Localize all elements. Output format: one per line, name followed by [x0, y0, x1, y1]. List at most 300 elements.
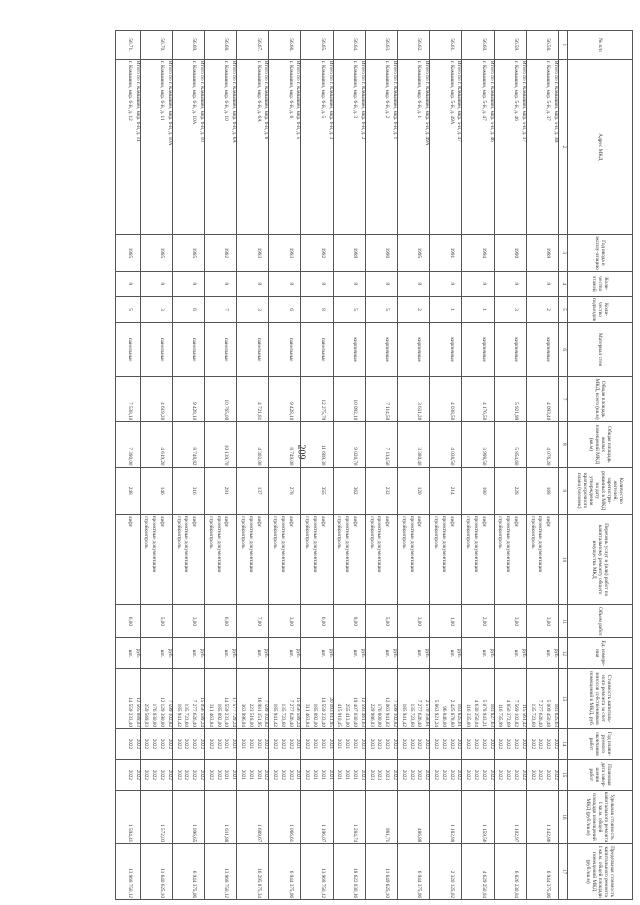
cell-planned-year — [115, 728, 140, 759]
column-number: 1 — [559, 31, 568, 60]
unit-line: руб. — [520, 648, 527, 658]
cell-unit-cost — [172, 790, 204, 844]
completion-date-line: 2022 — [392, 769, 399, 780]
row-number-line — [261, 32, 269, 58]
repair-cost-line: 115 561,42 — [520, 703, 527, 727]
cell-unit-cost — [398, 790, 430, 844]
cell-living-area — [365, 422, 397, 467]
living-area-line: 7 114,50 — [384, 447, 391, 466]
floors-line — [357, 273, 365, 295]
cell-total-area — [301, 376, 333, 421]
cell-floors — [365, 271, 397, 296]
address-line: Итого по г. Камышин, мкр. 6-й, д. 5 — [295, 60, 302, 140]
work-type-line: стройконтроль — [465, 515, 472, 549]
repair-cost-line: 12 565 889,03 — [134, 697, 141, 727]
completion-date-line: 2022 — [272, 769, 279, 780]
cell-year-built — [365, 234, 397, 271]
residents-line — [550, 469, 558, 513]
entrances-line — [196, 298, 204, 322]
work-type-line: проектные документации — [344, 515, 351, 573]
cell-repair-cost — [269, 669, 301, 729]
total-area-line — [228, 378, 236, 420]
row-number-line — [357, 32, 365, 58]
work-type-line: проектные документации — [247, 515, 254, 573]
column-header: Коли-чество этажей — [568, 271, 633, 296]
planned-year-line: 2022 — [545, 738, 552, 750]
work-type-line — [454, 516, 462, 604]
entrances-line — [518, 298, 526, 322]
planned-year-line: 2021 — [295, 738, 302, 750]
column-number: 4 — [559, 271, 568, 296]
work-type-line: лифт — [448, 515, 455, 527]
residents-line — [196, 469, 204, 513]
column-number: 5 — [559, 296, 568, 323]
limit-cost-line — [293, 845, 301, 898]
total-area-line — [261, 378, 269, 420]
year-built-line — [132, 236, 140, 270]
limit-cost-line: 13 968 750,12 — [126, 868, 133, 898]
unit-line: руб. — [231, 648, 238, 658]
repair-cost-line: 7 277 626,40 — [416, 699, 423, 727]
planned-year-line: 2022 — [134, 738, 141, 750]
cell-limit-cost — [398, 844, 430, 900]
cell-limit-cost — [115, 844, 140, 900]
cell-floors — [462, 271, 494, 296]
address-line: Итого по г. Камышин, мкр. 6-й, д. 10А — [166, 60, 173, 146]
planned-year-line: 2022 — [287, 738, 294, 750]
year-built-line: 1982 — [223, 247, 230, 259]
planned-year-line: 2022 — [465, 738, 472, 750]
address-line: Итого по г. Камышин, мкр. 5-й, д. 37 — [520, 60, 527, 142]
total-area-line: 3 611,20 — [416, 402, 423, 421]
work-volume-line — [357, 606, 365, 636]
unit-cost-line — [132, 792, 140, 843]
repair-cost-line: 2 570 358,61 — [424, 699, 431, 727]
cell-limit-cost — [172, 844, 204, 900]
floors-line — [325, 273, 333, 295]
completion-date-line: 2021 — [344, 769, 351, 780]
entrances-line — [550, 298, 558, 322]
work-type-line: стройконтроль — [175, 515, 182, 549]
total-area-line — [454, 378, 462, 420]
address-line: г. Камышин, мкр. 6-й, д. 11 — [158, 60, 165, 121]
cell-residents — [269, 467, 301, 514]
total-area-line: 9 428,10 — [191, 402, 198, 421]
cell-work-type — [365, 514, 397, 605]
limit-cost-line — [421, 845, 429, 898]
cell-limit-cost — [430, 844, 462, 900]
repair-cost-line: 15 056 589,24 — [198, 697, 205, 727]
completion-date-line: 2022 — [207, 769, 214, 780]
address-line: г. Камышин, мкр. 6-й, д. 6 — [287, 60, 294, 119]
cell-limit-cost — [140, 844, 172, 900]
cell-entrances — [301, 296, 333, 323]
year-built-line — [261, 236, 269, 270]
floors-line — [550, 273, 558, 295]
total-area-line: 4 619,20 — [158, 402, 165, 421]
unit-cost-line — [421, 792, 429, 843]
repair-cost-line: 12 129 390,00 — [158, 697, 165, 727]
total-area-line — [389, 378, 397, 420]
limit-cost-line — [196, 845, 204, 898]
cell-floors — [333, 271, 365, 296]
residents-line — [486, 469, 494, 513]
living-area-line: 4 619,20 — [158, 447, 165, 466]
repair-cost-line: 183 825,61 — [456, 703, 463, 727]
work-type-line: стройконтроль — [143, 515, 150, 549]
table-row — [333, 31, 365, 900]
living-area-line: 10 139,70 — [223, 444, 230, 466]
floors-line — [389, 273, 397, 295]
floors-line: 9 — [480, 282, 487, 286]
planned-year-line: 2023 — [384, 738, 391, 750]
entrances-line — [228, 298, 236, 322]
limit-cost-line: 2 320 125,02 — [448, 870, 455, 898]
cell-year-built — [140, 234, 172, 271]
completion-date-line: 2022 — [287, 769, 294, 780]
address-line: Итого по г. Камышин, мкр. 5-й, д. 3В — [553, 60, 559, 143]
cell-total-area — [398, 376, 430, 421]
work-volume-line: 3,00 — [287, 616, 294, 626]
cell-planned-year — [462, 728, 494, 759]
row-number-line: 56.66. — [287, 38, 294, 52]
unit-cost-line: 1 096,65 — [191, 824, 198, 843]
work-type-line: проектные документации — [215, 515, 222, 573]
work-type-line: лифт — [513, 515, 520, 527]
cell-work-type — [301, 514, 333, 605]
repair-cost-line: 14 559 233,40 — [126, 697, 133, 727]
floors-line — [132, 273, 140, 295]
cell-floors — [237, 271, 269, 296]
address-line: г. Камышин, мкр. 6-й, д. 10 — [223, 60, 230, 121]
work-type-line: лифт — [352, 515, 359, 527]
floors-line — [228, 273, 236, 295]
work-type-line: стройконтроль — [336, 515, 343, 549]
limit-cost-line: 6 944 375,06 — [416, 870, 423, 898]
unit-line: шт. — [223, 649, 230, 657]
table-row — [462, 31, 494, 900]
work-volume-line: 5,00 — [384, 616, 391, 626]
cell-total-area — [237, 376, 269, 421]
cell-row-number — [333, 31, 365, 60]
table-header-row — [568, 31, 633, 900]
limit-cost-line — [261, 845, 269, 898]
entrances-line: 7 — [223, 308, 230, 311]
work-volume-line: 3,00 — [191, 616, 198, 626]
planned-year-line: 2023 — [359, 738, 366, 750]
entrances-line — [389, 298, 397, 322]
cell-residents — [526, 467, 558, 514]
living-area-line — [550, 423, 558, 465]
cell-floors — [301, 271, 333, 296]
year-built-line: 1994 — [480, 247, 487, 259]
row-number-line — [228, 32, 236, 58]
wall-material-line: панельные — [158, 337, 165, 362]
residents-line — [228, 469, 236, 513]
entrances-line: 6 — [287, 308, 294, 311]
cell-residents — [333, 467, 365, 514]
entrances-line — [293, 298, 301, 322]
completion-date-line: 2022 — [151, 769, 158, 780]
column-number: 3 — [559, 234, 568, 271]
residents-line: 248 — [126, 486, 133, 495]
address-line: Итого по г. Камышин, мкр. 5-й, д. 46 — [488, 60, 495, 142]
cell-unit — [398, 638, 430, 669]
cell-completion-date — [526, 759, 558, 790]
completion-date-line: 2022 — [263, 769, 270, 780]
floors-line: 9 — [352, 282, 359, 286]
planned-year-line: 2022 — [488, 738, 495, 750]
cell-unit-cost — [301, 790, 333, 844]
cell-total-area — [430, 376, 462, 421]
row-number-line — [164, 32, 172, 58]
entrances-line: 6 — [191, 308, 198, 311]
year-built-line: 1982 — [319, 247, 326, 259]
address-line: г. Камышин, мкр. 6-й, д. 2 — [384, 60, 391, 119]
repair-cost-line: 7 599 102,82 — [166, 699, 173, 727]
cell-completion-date — [333, 759, 365, 790]
total-area-line — [196, 378, 204, 420]
cell-address — [301, 59, 333, 234]
wall-material-line: панельные — [126, 337, 133, 362]
completion-date-line: 2022 — [424, 769, 431, 780]
table-row — [115, 31, 140, 900]
planned-year-line: 2022 — [505, 738, 512, 750]
column-header: Удельная стоимость капитального ремонта 1 кв.м. общей площади помещений МКД (руб./кв.м) — [568, 790, 633, 844]
row-number-line: 56.59. — [513, 38, 520, 52]
work-volume-line — [421, 606, 429, 636]
year-built-line: 1990 — [384, 247, 391, 259]
planned-year-line: 2021 — [255, 738, 262, 750]
completion-date-line: 2022 — [134, 769, 141, 780]
cell-completion-date — [301, 759, 333, 790]
repair-cost-line: 183 825,63 — [553, 703, 559, 727]
row-number-line — [132, 32, 140, 58]
cell-unit — [526, 638, 558, 669]
planned-year-line: 2022 — [151, 738, 158, 750]
repair-cost-line: 135 723,60 — [279, 703, 286, 727]
cell-planned-year — [494, 728, 526, 759]
residents-line — [421, 469, 429, 513]
completion-date-line: 2023 — [376, 769, 383, 780]
cell-residents — [237, 467, 269, 514]
repair-cost-line: 16 981 151,95 — [255, 697, 262, 727]
completion-date-line: 2022 — [143, 769, 150, 780]
floors-line — [293, 273, 301, 295]
floors-line: 9 — [384, 282, 391, 286]
cell-work-type — [333, 514, 365, 605]
cell-total-area — [115, 376, 140, 421]
address-line: г. Камышин, мкр. 5-й, д. 37 — [545, 60, 552, 121]
unit-line: руб. — [488, 648, 495, 658]
floors-line: 9 — [126, 282, 133, 286]
row-number-line: 56.64. — [352, 38, 359, 52]
work-type-line: лифт — [126, 515, 133, 527]
row-number-line: 56.62. — [416, 38, 423, 52]
entrances-line: 2 — [416, 308, 423, 311]
cell-address — [333, 59, 365, 234]
floors-line: 9 — [319, 282, 326, 286]
cell-wall-material — [430, 323, 462, 377]
living-area-line: 4 038,50 — [448, 447, 455, 466]
cell-unit — [237, 638, 269, 669]
limit-cost-line — [325, 845, 333, 898]
address-line: Итого по г. Камышин, мкр. 6-й, д. 6А — [231, 60, 238, 143]
year-built-line — [518, 236, 526, 270]
planned-year-line: 2023 — [368, 738, 375, 750]
cell-work-volume — [115, 605, 140, 638]
completion-date-line: 2022 — [456, 769, 463, 780]
column-header: Ед. измере-ния — [568, 638, 633, 669]
work-type-line: стройконтроль — [207, 515, 214, 549]
work-volume-line: 7,00 — [255, 616, 262, 626]
wall-material-line — [357, 324, 365, 375]
entrances-line: 3 — [255, 308, 262, 311]
entrances-line — [132, 298, 140, 322]
cell-address — [494, 59, 526, 234]
limit-cost-line — [228, 845, 236, 898]
cell-living-area — [237, 422, 269, 467]
cell-row-number — [301, 31, 333, 60]
living-area-line — [293, 423, 301, 465]
address-line: г. Камышин, мкр. 6-й, д. 10А — [191, 60, 198, 125]
residents-line — [518, 469, 526, 513]
cell-living-area — [462, 422, 494, 467]
planned-year-line: 2022 — [433, 738, 440, 750]
limit-cost-line: 18 622 030,16 — [352, 868, 359, 898]
completion-date-line: 2022 — [191, 769, 198, 780]
limit-cost-line — [132, 845, 140, 898]
address-line: г. Камышин, мкр. 5-й, д. 49А — [448, 60, 455, 125]
entrances-line: 2 — [545, 308, 552, 311]
cell-address — [140, 59, 172, 234]
column-header: Перечень услуг и (или) работ по капитальному ремонту общего имущества МКД — [568, 514, 633, 605]
cell-unit — [462, 638, 494, 669]
work-volume-line: 6,00 — [223, 616, 230, 626]
cell-living-area — [526, 422, 558, 467]
floors-line: 9 — [448, 282, 455, 286]
cell-entrances — [172, 296, 204, 323]
row-number-line: 56.60. — [480, 38, 487, 52]
residents-line — [132, 469, 140, 513]
residents-line: 362 — [352, 486, 359, 495]
repair-cost-line: 14 559 233,40 — [223, 697, 230, 727]
cell-floors — [204, 271, 236, 296]
work-type-line — [421, 516, 429, 604]
row-number-line — [454, 32, 462, 58]
row-number-line: 56.68. — [223, 38, 230, 52]
total-area-line — [164, 378, 172, 420]
entrances-line: 8 — [319, 308, 326, 311]
work-volume-line: 3,00 — [416, 616, 423, 626]
planned-year-line: 2022 — [513, 738, 520, 750]
planned-year-line: 2022 — [304, 738, 311, 750]
wall-material-line: панельные — [287, 337, 294, 362]
cell-living-area — [430, 422, 462, 467]
year-built-line — [421, 236, 429, 270]
floors-line: 9 — [158, 282, 165, 286]
residents-line: 180 — [480, 486, 487, 495]
planned-year-line: 2022 — [263, 738, 270, 750]
year-built-line — [196, 236, 204, 270]
completion-date-line: 2022 — [279, 769, 286, 780]
cell-repair-cost — [494, 669, 526, 729]
work-type-line — [486, 516, 494, 604]
repair-cost-line: 7 277 626,40 — [191, 699, 198, 727]
completion-date-line: 2022 — [175, 769, 182, 780]
total-area-line: 10 765,00 — [223, 399, 230, 421]
unit-line: руб. — [134, 648, 141, 658]
living-area-line — [421, 423, 429, 465]
work-volume-line — [196, 606, 204, 636]
cell-unit — [140, 638, 172, 669]
cell-residents — [172, 467, 204, 514]
completion-date-line: 2022 — [166, 769, 173, 780]
work-type-line: проектные документации — [376, 515, 383, 573]
floors-line: 9 — [191, 282, 198, 286]
limit-cost-line: 16 295 875,34 — [255, 868, 262, 898]
wall-material-line — [486, 324, 494, 375]
wall-material-line: кирпичные — [384, 337, 391, 362]
entrances-line — [325, 298, 333, 322]
cell-work-volume — [398, 605, 430, 638]
cell-residents — [494, 467, 526, 514]
residents-line: 120 — [416, 486, 423, 495]
cell-total-area — [494, 376, 526, 421]
cell-address — [115, 59, 140, 234]
cell-wall-material — [462, 323, 494, 377]
cell-residents — [462, 467, 494, 514]
work-volume-line — [454, 606, 462, 636]
entrances-line — [357, 298, 365, 322]
floors-line — [261, 273, 269, 295]
planned-year-line: 2022 — [215, 738, 222, 750]
completion-date-line: 2023 — [384, 769, 391, 780]
floors-line — [486, 273, 494, 295]
living-area-line — [196, 423, 204, 465]
repair-cost-line: 311 463,84 — [304, 703, 311, 727]
limit-cost-line — [518, 845, 526, 898]
completion-date-line: 2023 — [368, 769, 375, 780]
cell-wall-material — [398, 323, 430, 377]
cell-living-area — [172, 422, 204, 467]
cell-completion-date — [462, 759, 494, 790]
cell-address — [526, 59, 558, 234]
cell-planned-year — [430, 728, 462, 759]
completion-date-line: 2022 — [497, 769, 504, 780]
work-type-line — [132, 516, 140, 604]
residents-line: 278 — [287, 486, 294, 495]
cell-row-number — [237, 31, 269, 60]
cell-floors — [430, 271, 462, 296]
cell-entrances — [398, 296, 430, 323]
unit-line: руб. — [166, 648, 173, 658]
planned-year-line: 2022 — [198, 738, 205, 750]
work-volume-line — [518, 606, 526, 636]
residents-line — [389, 469, 397, 513]
work-type-line: лифт — [158, 515, 165, 527]
address-line: Итого по г. Камышин, мкр. 6-й, д. 11 — [134, 60, 141, 142]
living-area-line — [228, 423, 236, 465]
repair-cost-line: 223 518,00 — [247, 703, 254, 727]
repair-cost-line: 415 910,45 — [336, 703, 343, 727]
work-type-line — [325, 516, 333, 604]
page-number: 209 — [295, 444, 307, 460]
repair-plan-table — [115, 30, 633, 900]
wall-material-line — [454, 324, 462, 375]
unit-cost-line: 486,88 — [416, 828, 423, 843]
planned-year-line: 2022 — [183, 738, 190, 750]
